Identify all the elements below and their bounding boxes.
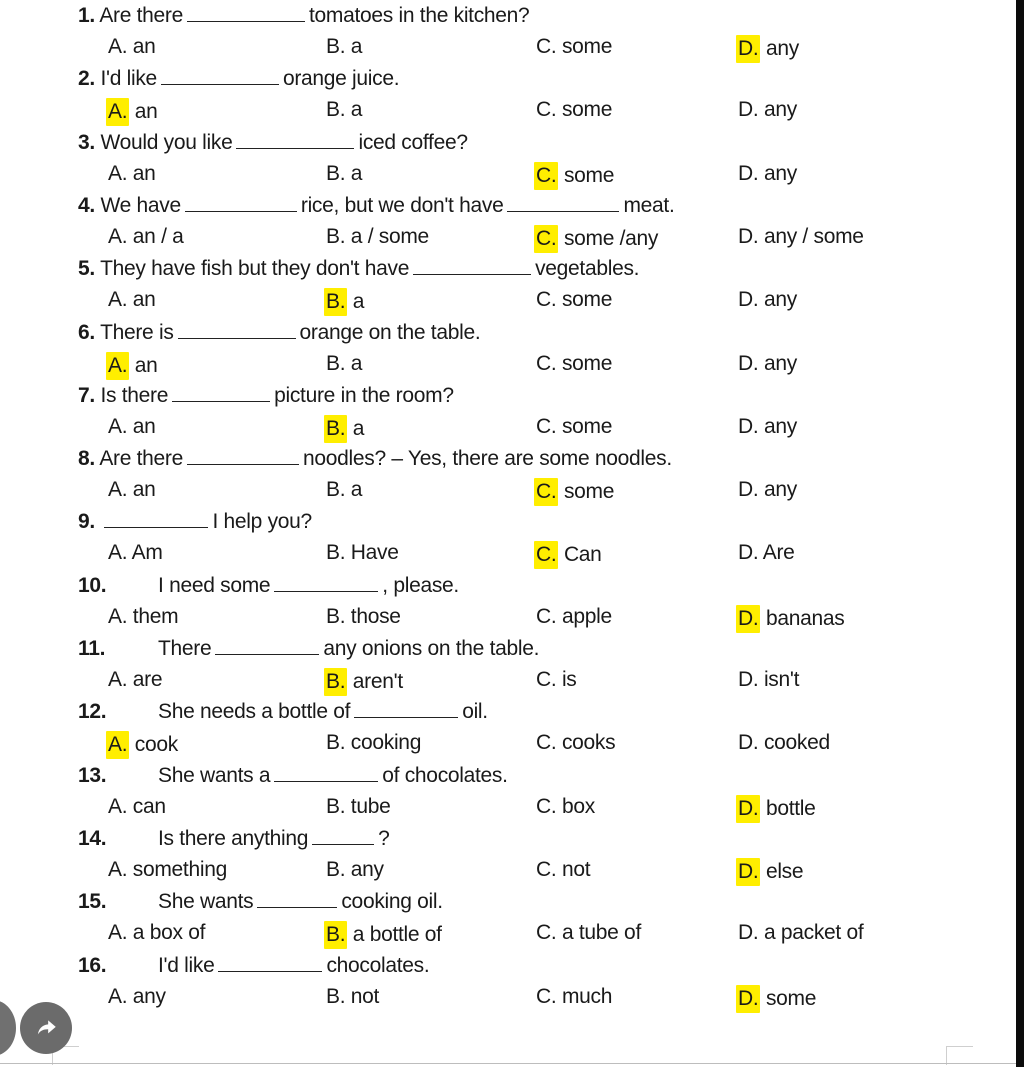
option-letter: B. — [326, 161, 346, 185]
question-text-end: chocolates. — [326, 953, 430, 977]
option-text: any — [345, 857, 384, 881]
option-c[interactable] — [536, 731, 615, 755]
answer-blank — [274, 780, 378, 782]
option-text: some — [556, 414, 613, 438]
question-text: We have — [100, 193, 181, 217]
option-letter: B. — [326, 35, 346, 58]
share-forward-icon — [33, 1015, 59, 1041]
question-text: Are there — [99, 4, 183, 27]
question-text-end: , please. — [382, 573, 459, 597]
option-text: can — [127, 794, 166, 818]
option-text: Can — [558, 543, 602, 567]
option-letter: D. — [738, 921, 759, 945]
option-letter: B. — [326, 731, 346, 755]
answer-blank — [187, 20, 305, 22]
option-letter: C. — [536, 414, 557, 438]
question-text: There — [158, 637, 212, 660]
option-b[interactable] — [326, 478, 362, 502]
option-b[interactable] — [326, 288, 364, 316]
option-b[interactable] — [326, 668, 403, 696]
option-d[interactable] — [738, 225, 864, 249]
option-c[interactable] — [536, 98, 612, 122]
page-bottom-border — [0, 1063, 1016, 1064]
question-text-end: any onions on the table. — [323, 637, 540, 660]
question-number: 14. — [78, 826, 107, 850]
question-text-end: noodles? – Yes, there are some noodles. — [303, 447, 672, 471]
option-letter: B. — [326, 351, 346, 375]
option-text: some — [556, 288, 613, 312]
option-text: aren't — [347, 670, 403, 693]
option-c[interactable] — [536, 795, 595, 819]
option-b[interactable] — [326, 352, 362, 376]
option-d[interactable] — [738, 731, 830, 755]
option-d[interactable] — [738, 795, 816, 823]
question-4 — [78, 194, 674, 218]
answer-blank — [413, 273, 531, 275]
option-letter: A. — [108, 984, 128, 1008]
option-a[interactable] — [108, 795, 166, 819]
option-text: them — [127, 604, 179, 628]
option-letter: A. — [108, 478, 128, 502]
answer-blank — [236, 147, 354, 149]
option-text: those — [345, 604, 401, 628]
option-letter: B. — [326, 604, 346, 628]
question-number: 6. — [78, 320, 95, 344]
answer-highlight: C. — [534, 225, 558, 253]
question-text-end: meat. — [623, 193, 675, 217]
option-b[interactable] — [326, 858, 384, 882]
option-text: any — [758, 161, 797, 185]
question-16 — [78, 954, 429, 978]
option-d[interactable] — [738, 352, 797, 376]
option-letter: A. — [108, 794, 128, 818]
option-c[interactable] — [536, 288, 612, 312]
options-row — [0, 352, 1016, 382]
option-letter: B. — [326, 98, 346, 122]
option-c[interactable] — [536, 668, 577, 692]
option-text: Have — [345, 541, 399, 565]
question-text-end: orange juice. — [282, 67, 400, 91]
question-number: 9. — [78, 510, 95, 534]
option-b[interactable] — [326, 795, 390, 819]
option-text: Are — [758, 541, 795, 565]
answer-highlight: C. — [534, 478, 558, 506]
answer-blank — [257, 906, 337, 908]
question-text: Would you like — [100, 130, 233, 154]
option-letter: D. — [738, 161, 759, 185]
question-1 — [78, 4, 529, 28]
option-a[interactable] — [108, 541, 163, 565]
option-letter: D. — [738, 288, 759, 312]
option-b[interactable] — [326, 731, 421, 755]
question-10 — [78, 574, 459, 598]
options-row — [0, 541, 1016, 571]
question-text-end: vegetables. — [535, 257, 640, 281]
option-c[interactable] — [536, 858, 590, 882]
question-text-mid: rice, but we don't have — [300, 193, 504, 217]
option-text: apple — [556, 604, 612, 628]
option-letter: C. — [536, 351, 557, 375]
options-row — [0, 795, 1016, 825]
option-letter: B. — [326, 984, 346, 1008]
option-text: bananas — [760, 606, 845, 630]
option-letter: D. — [738, 351, 759, 375]
answer-highlight: A. — [106, 98, 129, 126]
options-row — [0, 921, 1016, 951]
answer-highlight: A. — [106, 731, 129, 759]
option-a[interactable] — [108, 668, 162, 692]
option-letter: D. — [738, 98, 759, 122]
answer-blank — [178, 337, 296, 339]
option-letter: C. — [536, 857, 557, 881]
option-text: Am — [127, 541, 163, 565]
option-a[interactable] — [108, 415, 156, 439]
answer-highlight: D. — [736, 795, 760, 823]
answer-blank — [161, 83, 279, 85]
option-letter: C. — [536, 288, 557, 312]
option-text: isn't — [758, 668, 800, 691]
option-text: an — [127, 288, 156, 312]
answer-blank — [215, 653, 319, 655]
options-row — [0, 415, 1016, 445]
question-number: 12. — [78, 700, 107, 724]
option-letter: C. — [536, 731, 557, 755]
answer-highlight: D. — [736, 605, 760, 633]
option-text: a bottle of — [347, 923, 442, 947]
option-text: cooking — [345, 731, 422, 755]
option-d[interactable] — [738, 415, 797, 439]
option-d[interactable] — [738, 668, 799, 692]
option-d[interactable] — [738, 605, 844, 633]
question-text: Is there anything — [158, 826, 309, 850]
option-text: some — [556, 98, 613, 122]
option-text: bottle — [760, 796, 816, 820]
question-number: 13. — [78, 763, 107, 787]
option-d[interactable] — [738, 921, 863, 945]
question-7 — [78, 384, 454, 408]
option-letter: D. — [738, 478, 759, 502]
option-text: an — [129, 100, 158, 124]
options-row — [0, 985, 1016, 1015]
option-letter: C. — [536, 984, 557, 1008]
option-text: any — [760, 37, 799, 60]
answer-blank — [274, 590, 378, 592]
question-text: Are there — [99, 447, 183, 471]
option-b[interactable] — [326, 162, 362, 186]
option-d[interactable] — [738, 858, 803, 886]
option-letter: A. — [108, 288, 128, 312]
option-text: cooks — [556, 731, 616, 755]
option-text: a — [347, 416, 365, 440]
question-number: 10. — [78, 573, 107, 597]
option-c[interactable] — [536, 605, 612, 629]
answer-blank — [507, 210, 619, 212]
option-letter: B. — [326, 541, 346, 565]
option-text: a — [347, 290, 365, 314]
question-9 — [78, 510, 312, 534]
option-b[interactable] — [326, 98, 362, 122]
question-11 — [78, 637, 539, 661]
option-b[interactable] — [326, 415, 364, 443]
option-a[interactable] — [108, 288, 156, 312]
option-letter: B. — [326, 794, 346, 818]
question-text: She needs a bottle of — [158, 700, 351, 724]
question-number: 16. — [78, 953, 107, 977]
options-row — [0, 858, 1016, 888]
options-row — [0, 162, 1016, 192]
question-number: 1. — [78, 4, 95, 27]
option-text: a — [345, 98, 363, 122]
option-letter: C. — [536, 98, 557, 122]
question-8 — [78, 447, 672, 471]
options-row — [0, 605, 1016, 635]
option-text: tube — [345, 794, 391, 818]
option-letter: A. — [108, 668, 128, 691]
question-number: 3. — [78, 130, 95, 154]
option-text: else — [760, 859, 804, 883]
option-letter: A. — [108, 414, 128, 438]
option-letter: D. — [738, 224, 759, 248]
option-a[interactable] — [108, 225, 184, 249]
question-text-end: tomatoes in the kitchen? — [309, 4, 530, 27]
option-text: a tube of — [556, 921, 641, 945]
answer-highlight: D. — [736, 35, 760, 63]
option-text: any — [127, 984, 166, 1008]
question-text-end: iced coffee? — [358, 130, 468, 154]
window-edge — [1016, 0, 1024, 1067]
question-number: 7. — [78, 383, 95, 407]
options-row — [0, 478, 1016, 508]
option-text: any — [758, 351, 797, 375]
question-text-end: ? — [378, 826, 390, 850]
options-row — [0, 225, 1016, 255]
question-2 — [78, 67, 399, 91]
option-text: an — [127, 414, 156, 438]
option-text: an — [127, 478, 156, 502]
option-letter: C. — [536, 921, 557, 945]
answer-highlight: B. — [324, 668, 347, 696]
option-letter: D. — [738, 731, 759, 755]
answer-highlight: B. — [324, 415, 347, 443]
question-text-end: orange on the table. — [299, 320, 481, 344]
option-text: not — [556, 857, 591, 881]
question-14 — [78, 827, 390, 851]
option-letter: A. — [108, 35, 128, 58]
option-text: an — [127, 35, 156, 58]
answer-blank — [172, 400, 270, 402]
option-text: a packet of — [758, 921, 864, 945]
option-text: some — [556, 351, 613, 375]
option-b[interactable] — [326, 605, 401, 629]
option-c[interactable] — [536, 921, 641, 945]
option-letter: C. — [536, 668, 557, 691]
answer-blank — [104, 526, 208, 528]
option-b[interactable] — [326, 225, 429, 249]
option-letter: B. — [326, 478, 346, 502]
option-text: a — [345, 35, 363, 58]
option-a[interactable] — [108, 605, 178, 629]
option-text: are — [127, 668, 163, 691]
option-a[interactable] — [108, 352, 158, 380]
option-d[interactable] — [738, 541, 795, 565]
option-text: not — [345, 984, 380, 1008]
option-text: a box of — [127, 921, 206, 945]
option-text: a — [345, 351, 363, 375]
option-a[interactable] — [108, 98, 158, 126]
answer-blank — [312, 843, 374, 845]
answer-highlight: C. — [534, 162, 558, 190]
option-d[interactable] — [738, 35, 799, 63]
option-letter: B. — [326, 857, 346, 881]
question-text: Is there — [100, 383, 169, 407]
options-row — [0, 731, 1016, 761]
option-letter: A. — [108, 224, 128, 248]
question-number: 8. — [78, 447, 95, 471]
question-number: 11. — [78, 637, 106, 660]
option-text: any / some — [758, 224, 864, 248]
option-a[interactable] — [108, 478, 156, 502]
option-d[interactable] — [738, 478, 797, 502]
option-c[interactable] — [536, 985, 612, 1009]
options-row — [0, 35, 1016, 65]
question-15 — [78, 890, 443, 914]
answer-blank — [187, 463, 299, 465]
answer-highlight: A. — [106, 352, 129, 380]
option-text: a / some — [345, 224, 429, 248]
option-c[interactable] — [536, 225, 658, 253]
option-text: any — [758, 414, 797, 438]
option-b[interactable] — [326, 921, 442, 949]
option-text: some — [558, 163, 615, 187]
question-text-end: picture in the room? — [274, 383, 454, 407]
option-text: an — [127, 161, 156, 185]
option-letter: A. — [108, 921, 128, 945]
question-number: 4. — [78, 193, 95, 217]
option-letter: D. — [738, 668, 759, 691]
question-text: She wants — [158, 890, 254, 914]
option-text: some — [556, 35, 613, 58]
question-13 — [78, 764, 508, 788]
option-a[interactable] — [108, 985, 166, 1009]
option-a[interactable] — [108, 921, 205, 945]
question-number: 5. — [78, 257, 95, 281]
question-number: 2. — [78, 67, 95, 91]
option-letter: C. — [536, 794, 557, 818]
option-a[interactable] — [108, 731, 178, 759]
option-letter: A. — [108, 604, 128, 628]
options-row — [0, 668, 1016, 698]
question-text-end: oil. — [462, 700, 488, 724]
option-a[interactable] — [108, 35, 156, 59]
option-a[interactable] — [108, 858, 227, 882]
question-number: 15. — [78, 890, 107, 914]
option-letter: D. — [738, 541, 759, 565]
option-letter: C. — [536, 604, 557, 628]
option-a[interactable] — [108, 162, 156, 186]
option-c[interactable] — [536, 415, 612, 439]
option-text: any — [758, 288, 797, 312]
option-text: cook — [129, 733, 178, 757]
option-letter: A. — [108, 161, 128, 185]
question-text-end: cooking oil. — [341, 890, 443, 914]
question-text: I'd like — [158, 953, 215, 977]
option-letter: A. — [108, 857, 128, 881]
question-5 — [78, 257, 639, 281]
option-d[interactable] — [738, 162, 797, 186]
option-text: an — [129, 353, 158, 377]
option-c[interactable] — [536, 35, 612, 59]
option-text: some — [760, 986, 817, 1010]
option-d[interactable] — [738, 98, 797, 122]
option-letter: A. — [108, 541, 128, 565]
option-letter: D. — [738, 414, 759, 438]
option-text: an / a — [127, 224, 184, 248]
option-letter: C. — [536, 35, 557, 58]
option-text: something — [127, 857, 227, 881]
question-text: They have fish but they don't have — [100, 257, 410, 281]
answer-blank — [218, 970, 322, 972]
share-button[interactable] — [20, 1002, 72, 1054]
question-text-end: of chocolates. — [382, 763, 508, 787]
option-text: is — [556, 668, 577, 691]
answer-highlight: B. — [324, 288, 347, 316]
question-text: She wants a — [158, 763, 271, 787]
option-c[interactable] — [536, 352, 612, 376]
answer-highlight: D. — [736, 858, 760, 886]
option-text: box — [556, 794, 595, 818]
question-text: There is — [100, 320, 174, 344]
answer-blank — [185, 210, 297, 212]
question-text-end: I help you? — [212, 510, 312, 534]
option-c[interactable] — [536, 162, 614, 190]
answer-blank — [354, 716, 458, 718]
question-text: I'd like — [100, 67, 157, 91]
option-d[interactable] — [738, 288, 797, 312]
question-3 — [78, 131, 468, 155]
option-b[interactable] — [326, 35, 362, 59]
question-text: I need some — [158, 573, 271, 597]
option-text: much — [556, 984, 613, 1008]
answer-highlight: B. — [324, 921, 347, 949]
option-letter: B. — [326, 224, 346, 248]
option-text: some /any — [558, 226, 659, 250]
options-row — [0, 288, 1016, 318]
option-b[interactable] — [326, 541, 399, 565]
option-c[interactable] — [536, 478, 614, 506]
answer-highlight: D. — [736, 985, 760, 1013]
option-text: a — [345, 478, 363, 502]
option-text: some — [558, 480, 615, 504]
answer-highlight: C. — [534, 541, 558, 569]
option-c[interactable] — [536, 541, 602, 569]
options-row — [0, 98, 1016, 128]
option-b[interactable] — [326, 985, 379, 1009]
question-12 — [78, 700, 488, 724]
option-d[interactable] — [738, 985, 816, 1013]
question-6 — [78, 321, 480, 345]
option-text: cooked — [758, 731, 830, 755]
option-text: any — [758, 478, 797, 502]
option-text: any — [758, 98, 797, 122]
option-text: a — [345, 161, 363, 185]
